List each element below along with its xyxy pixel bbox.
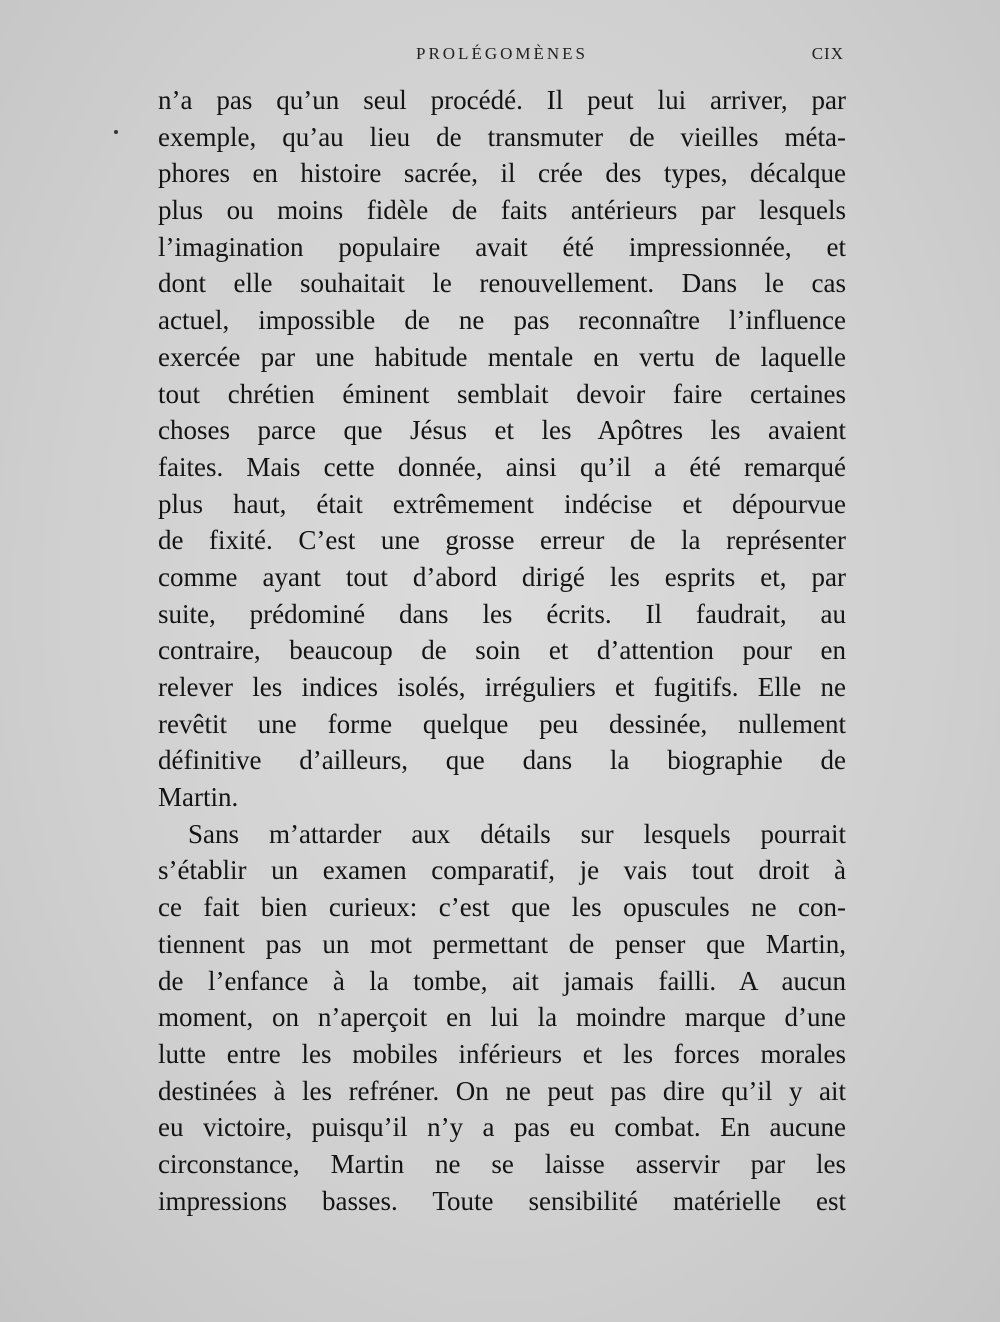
text-line: revêtit une forme quelque peu dessinée, nullement bbox=[158, 708, 846, 739]
text-line: moment, on n’aperçoit en lui la moindre marque d’une bbox=[158, 1002, 846, 1033]
text-line: définitive d’ailleurs, que dans la biographie de bbox=[158, 745, 846, 776]
text-line: comme ayant tout d’abord dirigé les esprits et, par bbox=[158, 561, 846, 592]
text-line: suite, prédominé dans les écrits. Il faudrait, au bbox=[158, 598, 846, 629]
text-line: de l’enfance à la tombe, ait jamais failli. A aucun bbox=[158, 965, 846, 996]
text-line: choses parce que Jésus et les Apôtres les avaient bbox=[158, 415, 846, 446]
page-number: CIX bbox=[811, 44, 844, 63]
text-line: Sans m’attarder aux détails sur lesquels pourrait bbox=[188, 818, 846, 849]
text-line: plus ou moins fidèle de faits antérieurs par lesquels bbox=[158, 195, 846, 226]
text-line: n’a pas qu’un seul procédé. Il peut lui arriver, par bbox=[158, 85, 846, 115]
text-line: l’imagination populaire avait été impressionnée, et bbox=[158, 231, 846, 262]
text-line: actuel, impossible de ne pas reconnaître l’influence bbox=[158, 305, 846, 336]
text-line: faites. Mais cette donnée, ainsi qu’il a été remarqué bbox=[158, 451, 846, 482]
text-line: s’établir un examen comparatif, je vais tout droit à bbox=[158, 855, 846, 886]
text-line: destinées à les refréner. On ne peut pas dire qu’il y ait bbox=[158, 1075, 846, 1106]
text-line: exemple, qu’au lieu de transmuter de vieilles méta- bbox=[158, 121, 846, 152]
text-line: impressions basses. Toute sensibilité matérielle est bbox=[158, 1185, 846, 1216]
text-line: phores en histoire sacrée, il crée des types, décalque bbox=[158, 158, 846, 189]
paragraph-1 bbox=[158, 82, 846, 816]
text-line: circonstance, Martin ne se laisse asservir par les bbox=[158, 1148, 846, 1179]
margin-dot bbox=[114, 130, 118, 134]
text-line: Martin. bbox=[158, 782, 239, 813]
text-line: lutte entre les mobiles inférieurs et les forces morales bbox=[158, 1038, 846, 1069]
paragraph-2 bbox=[158, 816, 846, 1220]
text-line: de fixité. C’est une grosse erreur de la représenter bbox=[158, 525, 846, 556]
text-line: tout chrétien éminent semblait devoir faire certaines bbox=[158, 378, 846, 409]
running-head bbox=[158, 44, 846, 74]
text-line: exercée par une habitude mentale en vertu de laquelle bbox=[158, 341, 846, 372]
text-line: plus haut, était extrêmement indécise et dépourvue bbox=[158, 488, 846, 519]
running-title: PROLÉGOMÈNES bbox=[415, 44, 588, 63]
text-line: dont elle souhaitait le renouvellement. Dans le cas bbox=[158, 268, 846, 299]
text-line: relever les indices isolés, irréguliers et fugitifs. Elle ne bbox=[158, 672, 846, 702]
body-text bbox=[158, 82, 846, 1219]
text-line: ce fait bien curieux: c’est que les opuscules ne con- bbox=[158, 892, 846, 923]
text-line: tiennent pas un mot permettant de penser que Martin, bbox=[158, 928, 846, 959]
text-line: contraire, beaucoup de soin et d’attention pour en bbox=[158, 635, 846, 666]
text-line: eu victoire, puisqu’il n’y a pas eu combat. En aucune bbox=[158, 1112, 846, 1143]
